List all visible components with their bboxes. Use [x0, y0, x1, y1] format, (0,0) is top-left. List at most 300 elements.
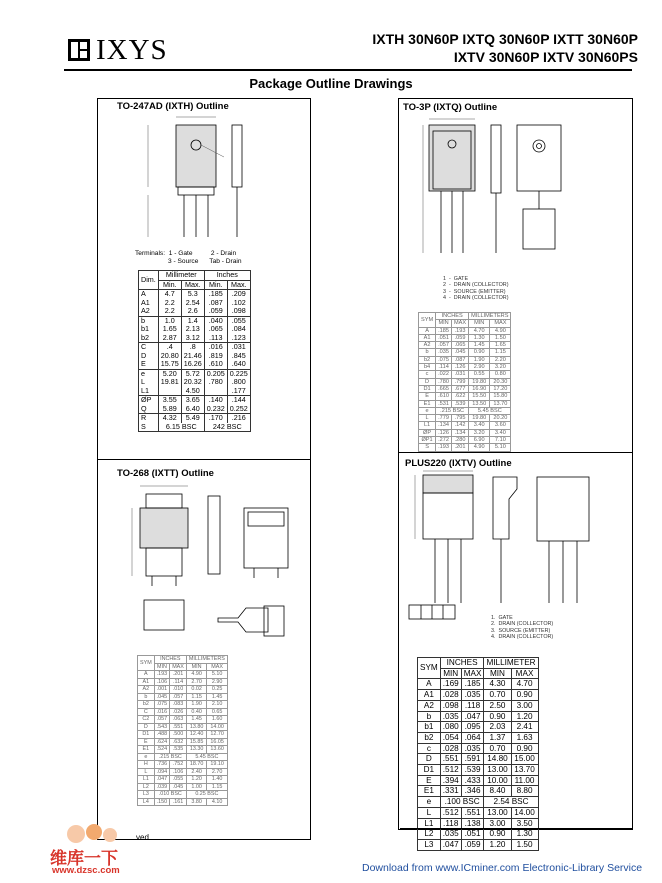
table-cell: MILLIMETERS [186, 656, 227, 664]
table-row [418, 700, 539, 711]
table-cell: 2.50 [484, 700, 511, 711]
table-cell: 5.72 [181, 369, 204, 378]
plus220-dimension-table [417, 657, 539, 851]
table-cell: L [419, 415, 436, 422]
table-cell: 6.15 BSC [158, 423, 204, 432]
table-cell: .051 [461, 829, 484, 840]
table-cell: .531 [436, 400, 452, 407]
table-cell: 12.70 [207, 731, 227, 739]
ixys-logo-mark-icon [68, 39, 90, 61]
table-cell: SYM [138, 656, 155, 671]
table-cell: 2.54 [181, 299, 204, 308]
table-cell: 3.50 [511, 818, 538, 829]
table-row [138, 731, 228, 739]
table-cell: 2.70 [186, 678, 206, 686]
table-cell: .123 [227, 334, 250, 343]
table-cell: E [418, 775, 441, 786]
plus220-footprint-drawing [407, 603, 467, 623]
table-cell: Max. [181, 280, 204, 290]
table-cell: 4.10 [207, 798, 227, 806]
table-cell: A [138, 671, 155, 679]
table-row [139, 423, 251, 432]
table-cell: e [419, 407, 436, 414]
table-cell: 1.50 [511, 839, 538, 850]
table-cell: 3.00 [511, 700, 538, 711]
table-cell: 16.26 [181, 360, 204, 369]
table-cell: b1 [139, 325, 159, 334]
table-cell: b1 [418, 722, 441, 733]
table-cell: .512 [440, 765, 461, 776]
part-numbers-line-2: IXTV 30N60P IXTV 30N60PS [453, 49, 638, 65]
table-cell: .010 BSC [154, 791, 186, 799]
table-cell: .106 [170, 768, 187, 776]
table-cell: 3.55 [158, 396, 181, 405]
table-cell: .185 [436, 327, 452, 334]
table-cell: 1.20 [484, 839, 511, 850]
table-cell: MILLIMETERS [469, 313, 511, 320]
table-cell: .185 [461, 679, 484, 690]
table-cell: .047 [440, 839, 461, 850]
table-cell: L4 [138, 798, 155, 806]
download-footer-link[interactable]: Download from www.ICminer.com Electronic-Library Service [362, 862, 643, 874]
table-cell: .535 [170, 746, 187, 754]
part-numbers-line-1: IXTH 30N60P IXTQ 30N60P IXTT 30N60P [372, 31, 638, 47]
table-cell: 4.7 [158, 290, 181, 299]
table-cell: D1 [418, 765, 441, 776]
ixys-logo [66, 33, 186, 67]
table-cell: E [419, 393, 436, 400]
table-cell: A2 [138, 686, 155, 694]
table-cell: .193 [154, 671, 170, 679]
table-cell: 1.00 [186, 783, 206, 791]
table-cell: 19.10 [207, 761, 227, 769]
watermark-text: 维库一下 [50, 849, 118, 868]
table-cell: MAX [170, 663, 187, 671]
table-row [138, 678, 228, 686]
table-cell: 1.65 [158, 325, 181, 334]
table-cell: 13.60 [207, 746, 227, 754]
table-cell: .632 [170, 738, 187, 746]
table-cell: 242 BSC [204, 423, 250, 432]
table-cell: b2 [139, 334, 159, 343]
table-cell: 0.90 [469, 349, 490, 356]
table-cell: L2 [138, 783, 155, 791]
table-row [418, 711, 539, 722]
table-cell: A [419, 327, 436, 334]
table-cell: 5.20 [158, 369, 181, 378]
table-cell: MIN [436, 320, 452, 327]
table-cell: E1 [138, 746, 155, 754]
table-cell: b2 [418, 732, 441, 743]
table-cell: 21.46 [181, 352, 204, 361]
table-cell: 5.89 [158, 405, 181, 414]
table-cell: S [419, 444, 436, 451]
table-header-row [419, 313, 511, 320]
table-cell: E1 [419, 400, 436, 407]
table-cell: 1.15 [490, 349, 511, 356]
table-cell: .800 [227, 378, 250, 387]
table-cell: .170 [204, 414, 227, 423]
table-cell: .059 [452, 334, 469, 341]
table-row [138, 776, 228, 784]
table-cell: .169 [440, 679, 461, 690]
table-cell: .4 [158, 343, 181, 352]
table-cell: .500 [170, 731, 187, 739]
table-cell: .134 [436, 422, 452, 429]
table-cell: .126 [452, 364, 469, 371]
table-row [418, 839, 539, 850]
table-cell: 1.45 [207, 693, 227, 701]
table-cell: .488 [154, 731, 170, 739]
table-cell: A1 [418, 690, 441, 701]
table-cell: Min. [204, 280, 227, 290]
table-cell: 19.81 [158, 378, 181, 387]
table-cell: 5.10 [490, 444, 511, 451]
table-cell: .035 [461, 690, 484, 701]
table-cell: 20.32 [181, 378, 204, 387]
table-cell: 5.10 [207, 671, 227, 679]
table-cell: 16.05 [207, 738, 227, 746]
table-cell: 4.90 [469, 444, 490, 451]
to247-dimension-table [138, 270, 251, 432]
table-row [418, 807, 539, 818]
table-cell: .084 [227, 325, 250, 334]
table-cell: .045 [452, 349, 469, 356]
table-cell: .035 [436, 349, 452, 356]
table-cell: 2.20 [490, 356, 511, 363]
table-cell: .216 [227, 414, 250, 423]
table-cell: 1.15 [207, 783, 227, 791]
table-cell: L2 [418, 829, 441, 840]
table-cell: 2.03 [484, 722, 511, 733]
table-cell: 3.20 [469, 429, 490, 436]
table-cell: .114 [170, 678, 187, 686]
table-cell: 1.37 [484, 732, 511, 743]
table-row [419, 429, 511, 436]
table-row [138, 671, 228, 679]
table-row [138, 753, 228, 761]
table-cell: INCHES [440, 658, 484, 669]
table-cell: .209 [227, 290, 250, 299]
table-cell: 20.30 [490, 378, 511, 385]
table-cell: Inches [204, 271, 250, 281]
watermark-url: www.dzsc.com [52, 865, 120, 876]
table-row [138, 746, 228, 754]
table-row [418, 754, 539, 765]
plus220-title: PLUS220 (IXTV) Outline [405, 458, 512, 469]
table-cell: b2 [419, 356, 436, 363]
table-cell: C [139, 343, 159, 352]
table-cell: 13.30 [186, 746, 206, 754]
table-cell: .795 [452, 415, 469, 422]
table-cell: 4.90 [490, 327, 511, 334]
table-cell: .026 [170, 708, 187, 716]
table-row [419, 415, 511, 422]
table-row [419, 437, 511, 444]
footer-left-text: ved [136, 833, 149, 842]
table-row [419, 356, 511, 363]
table-cell: 1.45 [469, 342, 490, 349]
table-cell: 0.252 [227, 405, 250, 414]
table-cell: L [138, 768, 155, 776]
table-cell: 2.90 [469, 364, 490, 371]
dzsc-watermark [46, 822, 146, 878]
table-cell: .819 [204, 352, 227, 361]
table-row [138, 708, 228, 716]
table-cell: .551 [440, 754, 461, 765]
table-cell: .016 [154, 708, 170, 716]
table-cell: 0.90 [484, 829, 511, 840]
table-cell: 2.10 [207, 701, 227, 709]
table-cell: .057 [436, 342, 452, 349]
table-cell: ØP [419, 429, 436, 436]
table-cell: 0.55 [469, 371, 490, 378]
table-cell: .063 [170, 716, 187, 724]
table-cell: 0.80 [490, 371, 511, 378]
table-cell: .780 [204, 378, 227, 387]
table-cell: .215 BSC [436, 407, 469, 414]
table-cell: 0.90 [511, 690, 538, 701]
table-cell: 18.70 [186, 761, 206, 769]
table-cell: b [139, 316, 159, 325]
table-cell: 14.00 [207, 723, 227, 731]
table-row [138, 693, 228, 701]
table-cell: 13.70 [511, 765, 538, 776]
table-row [138, 798, 228, 806]
table-row [418, 765, 539, 776]
table-cell: .087 [204, 299, 227, 308]
table-cell: 6.90 [469, 437, 490, 444]
table-cell: 1.30 [469, 334, 490, 341]
table-cell: A2 [418, 700, 441, 711]
table-cell: S [139, 423, 159, 432]
table-cell: 2.70 [207, 768, 227, 776]
table-cell: D1 [138, 731, 155, 739]
table-cell: 4.70 [469, 327, 490, 334]
table-cell: .215 BSC [154, 753, 186, 761]
table-cell: .539 [461, 765, 484, 776]
table-cell: 17.20 [490, 385, 511, 392]
table-cell: .640 [227, 360, 250, 369]
table-row [419, 393, 511, 400]
table-row [419, 400, 511, 407]
table-cell: .185 [204, 290, 227, 299]
table-cell: 2.90 [207, 678, 227, 686]
table-cell: .201 [170, 671, 187, 679]
table-row [418, 797, 539, 808]
table-cell: 1.15 [186, 693, 206, 701]
table-cell: .543 [154, 723, 170, 731]
table-cell: .113 [204, 334, 227, 343]
table-cell: .051 [436, 334, 452, 341]
table-cell: MAX [207, 663, 227, 671]
table-cell: 5.45 BSC [469, 407, 511, 414]
table-cell: 4.50 [181, 387, 204, 396]
table-cell: 3.40 [490, 429, 511, 436]
table-row [419, 349, 511, 356]
table-row [418, 775, 539, 786]
table-cell: .394 [440, 775, 461, 786]
table-cell: 16.90 [469, 385, 490, 392]
table-cell: A1 [419, 334, 436, 341]
table-cell: 15.00 [511, 754, 538, 765]
table-cell: 3.80 [186, 798, 206, 806]
table-cell: .106 [154, 678, 170, 686]
table-row [419, 385, 511, 392]
table-row [419, 342, 511, 349]
to268-outline-drawing [128, 482, 308, 652]
table-cell: 4.30 [484, 679, 511, 690]
table-cell: 0.70 [484, 743, 511, 754]
table-cell: 8.80 [511, 786, 538, 797]
table-cell: 14.00 [511, 807, 538, 818]
table-cell: A2 [139, 307, 159, 316]
table-cell: .779 [436, 415, 452, 422]
table-cell: ØP [139, 396, 159, 405]
table-cell: 2.6 [181, 307, 204, 316]
to3p-dimension-table [418, 312, 511, 452]
table-cell: Q [139, 405, 159, 414]
table-row [138, 791, 228, 799]
table-cell: MAX [511, 668, 538, 679]
table-row [418, 722, 539, 733]
table-cell: 19.80 [469, 415, 490, 422]
table-cell: MIN [469, 320, 490, 327]
table-cell: e [139, 369, 159, 378]
table-cell: .022 [436, 371, 452, 378]
table-cell: .057 [170, 693, 187, 701]
table-cell: L3 [138, 791, 155, 799]
table-cell: .040 [204, 316, 227, 325]
table-cell: .780 [436, 378, 452, 385]
table-row [419, 334, 511, 341]
table-cell: L1 [139, 387, 159, 396]
table-cell: 15.80 [490, 393, 511, 400]
table-header-row [418, 658, 539, 669]
table-cell: E [139, 360, 159, 369]
table-cell: 1.20 [511, 711, 538, 722]
table-cell: 1.30 [511, 829, 538, 840]
to247-outline-drawing [128, 113, 308, 253]
table-cell: 1.63 [511, 732, 538, 743]
table-row [139, 360, 251, 369]
header-rule [64, 69, 632, 71]
table-row [419, 407, 511, 414]
table-cell: 3.40 [469, 422, 490, 429]
table-cell: 2.40 [186, 768, 206, 776]
table-cell: .098 [227, 307, 250, 316]
plus220-pin-list: 1. GATE 2. DRAIN (COLLECTOR) 3. SOURCE (EMITTER) 4. DRAIN (COLLECTOR) [491, 615, 554, 641]
table-cell: A1 [138, 678, 155, 686]
table-row [138, 716, 228, 724]
to3p-pin-list: 1 - GATE 2 - DRAIN (COLLECTOR) 3 - SOURCE (EMITTER) 4 - DRAIN (COLLECTOR) [443, 276, 509, 302]
table-cell: .010 [170, 686, 187, 694]
table-cell: SYM [419, 313, 436, 328]
table-cell: c [419, 371, 436, 378]
table-cell: 5.49 [181, 414, 204, 423]
table-cell: 3.12 [181, 334, 204, 343]
table-cell: 19.80 [469, 378, 490, 385]
table-cell: .035 [440, 829, 461, 840]
table-row [419, 327, 511, 334]
table-cell: 0.02 [186, 686, 206, 694]
bottom-rule [400, 828, 632, 829]
table-row [419, 422, 511, 429]
table-cell: .065 [204, 325, 227, 334]
table-cell: 1.90 [469, 356, 490, 363]
table-cell: 3.60 [490, 422, 511, 429]
table-cell: .551 [461, 807, 484, 818]
page-heading: Package Outline Drawings [249, 76, 413, 91]
table-cell: D [418, 754, 441, 765]
table-cell: INCHES [436, 313, 469, 320]
table-cell: 13.00 [484, 765, 511, 776]
table-cell: 1.20 [186, 776, 206, 784]
table-cell: .080 [440, 722, 461, 733]
table-cell: 3.00 [484, 818, 511, 829]
table-cell: E1 [418, 786, 441, 797]
table-cell: 1.4 [181, 316, 204, 325]
table-cell: .094 [154, 768, 170, 776]
table-cell: .055 [227, 316, 250, 325]
table-cell: 2.13 [181, 325, 204, 334]
table-cell: 11.00 [511, 775, 538, 786]
table-cell: .524 [154, 746, 170, 754]
table-cell: A1 [139, 299, 159, 308]
table-cell: .752 [170, 761, 187, 769]
table-row [419, 378, 511, 385]
table-cell: .280 [452, 437, 469, 444]
table-cell: .114 [436, 364, 452, 371]
table-row [418, 679, 539, 690]
table-cell: .134 [452, 429, 469, 436]
table-row [138, 723, 228, 731]
table-cell: .610 [436, 393, 452, 400]
logo-text: IXYS [96, 34, 168, 66]
table-cell: MIN [154, 663, 170, 671]
table-cell: 1.90 [186, 701, 206, 709]
table-cell: .028 [440, 743, 461, 754]
table-cell: H [138, 761, 155, 769]
table-cell: .065 [452, 342, 469, 349]
table-cell: .433 [461, 775, 484, 786]
table-cell: MAX [452, 320, 469, 327]
table-cell: 20.20 [490, 415, 511, 422]
table-cell: .551 [170, 723, 187, 731]
table-cell: SYM [418, 658, 441, 679]
table-cell: .346 [461, 786, 484, 797]
table-cell: Min. [158, 280, 181, 290]
table-row [138, 761, 228, 769]
table-cell: R [139, 414, 159, 423]
table-cell: MAX [490, 320, 511, 327]
table-cell: .665 [436, 385, 452, 392]
table-cell: .001 [154, 686, 170, 694]
table-cell: 2.41 [511, 722, 538, 733]
table-cell: .610 [204, 360, 227, 369]
table-cell: 5.45 BSC [186, 753, 227, 761]
table-row [138, 686, 228, 694]
table-row [419, 371, 511, 378]
plus220-outline-drawing [409, 469, 629, 619]
table-cell: 3.65 [181, 396, 204, 405]
table-cell: .059 [204, 307, 227, 316]
table-cell: .045 [170, 783, 187, 791]
table-cell: MIN [484, 668, 511, 679]
table-row [138, 783, 228, 791]
to247-terminals-line-1: Terminals: 1 - Gate 2 - Drain [135, 250, 237, 257]
table-cell: .055 [170, 776, 187, 784]
